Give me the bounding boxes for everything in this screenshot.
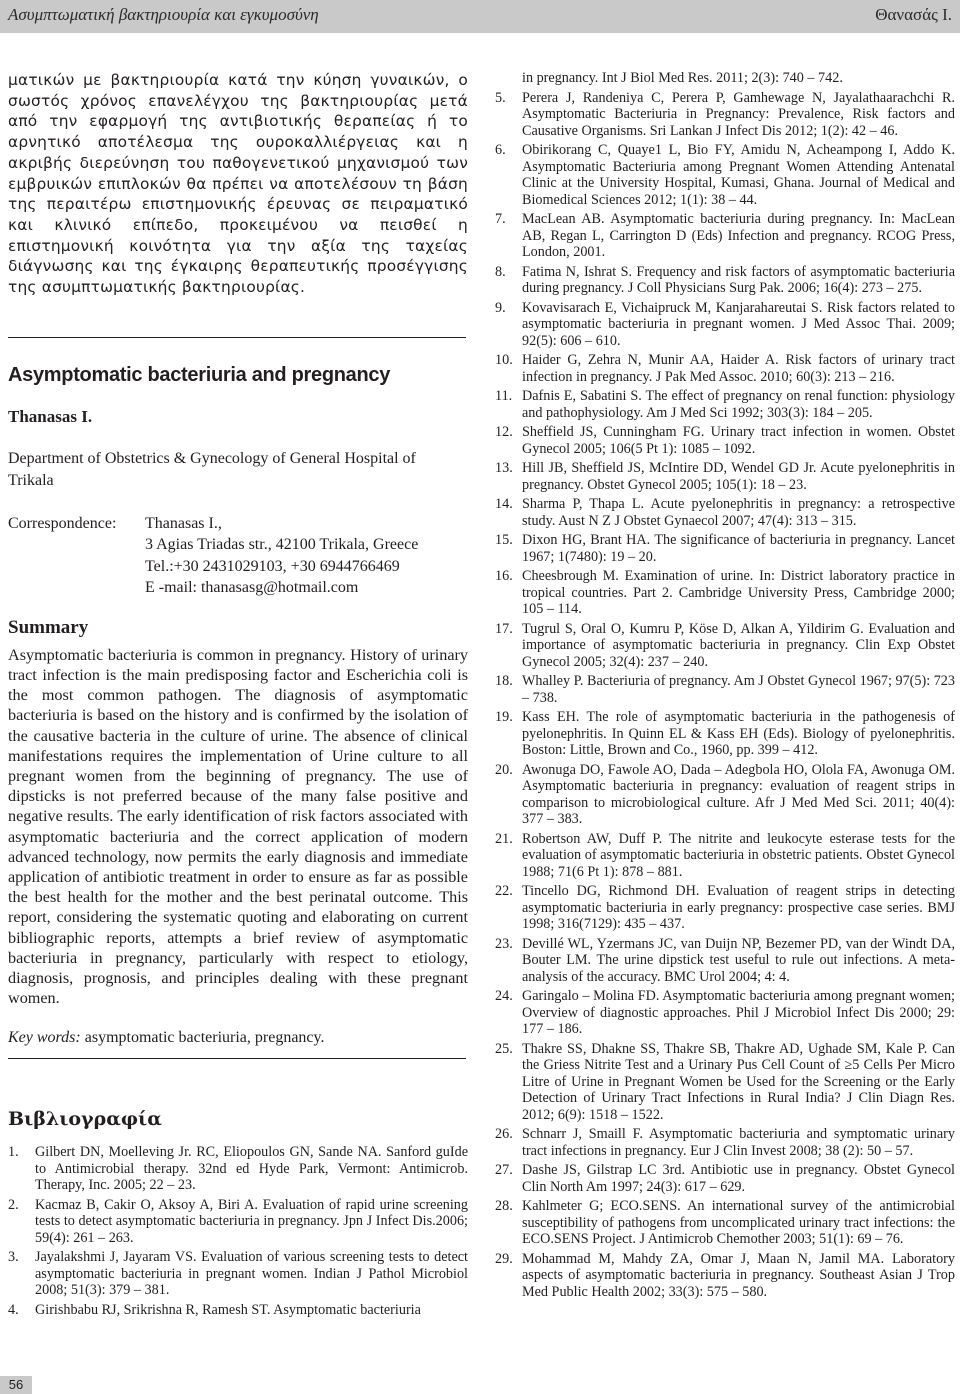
reference-number: 28. [495, 1198, 513, 1214]
reference-text: Robertson AW, Duff P. The nitrite and leukocyte esterase tests for the evaluation of asymptomatic bacteriuria in obstetric patients. Obstet Gynecol 1988; 71(6 Pt 1): 878 – 881. [522, 830, 955, 880]
correspondence-block [8, 513, 468, 599]
reference-text: Awonuga DO, Fawole AO, Dada – Adegbola HO, Olola FA, Awonuga OM. Asymptomatic bacteriuria in pregnancy: evaluation of reagent strips in comparison to microbiological culture. Afr J Med Med Sci. 2011; 40(4): 377 – 383. [522, 761, 955, 827]
reference-text: MacLean AB. Asymptomatic bacteriuria during pregnancy. In: MacLean AB, Regan L, Carrington D (Eds) Infection and pregnancy. RCOG Press, London, 2001. [522, 211, 955, 260]
references-list-left [8, 1144, 468, 1318]
reference-item [495, 673, 955, 706]
reference-item [495, 621, 955, 671]
correspondence-address: 3 Agias Triadas str., 42100 Trikala, Greece [145, 536, 419, 554]
reference-text: Kass EH. The role of asymptomatic bacteriuria in the pathogenesis of pyelonephritis. In Quinn EL & Kass EH (Eds). Biology of pyelonephritis. Boston: Little, Brown and Co., 1960, pp. 399 – 412. [522, 709, 955, 758]
reference-text: Hill JB, Sheffield JS, McIntire DD, Wendel GD Jr. Acute pyelonephritis in pregnancy. Obstet Gynecol 2005; 105(1): 18 – 23. [522, 460, 955, 493]
reference-number: 7. [495, 211, 506, 227]
reference-item [495, 1041, 955, 1124]
reference-text: Devillé WL, Yzermans JC, van Duijn NP, Bezemer PD, van der Windt DA, Bouter LM. The urine dipstick test useful to rule out infections. A meta-analysis of the accuracy. BMC Urol 2004; 4: 4. [522, 935, 955, 985]
reference-text: Kovavisarach E, Vichaipruck M, Kanjarahareutai S. Risk factors related to asymptomatic bacteriuria in pregnant women. J Med Assoc Thai. 2009; 92(5): 606 – 610. [522, 299, 955, 349]
reference-number: 14. [495, 496, 513, 512]
greek-conclusion-paragraph: ματικών με βακτηριουρία κατά την κύηση γυναικών, ο σωστός χρόνος επανελέγχου της βακτηριουρίας μετά από την εφαρμογή της αντιβιοτικής θεραπείας ή το αρνητικό αποτέλεσμα της ουροκαλλιέργειας και η ακριβής διερεύνηση του παθογενετικού μηχανισμού των εμβρυικών επιπλοκών θα πρέπει να αποτελέσουν τη βάση της περαιτέρω επιστημονικής έρευνας σε πειραματικό και κλινικό επίπεδο, προκειμένου να πεισθεί η επιστημονική κοινότητα για την αξία της ταχείας διάγνωσης και της έγκαιρης θεραπευτικής προσέγγισης της ασυμπτωματικής βακτηριουρίας. [8, 71, 468, 297]
abstract-top-divider [8, 337, 466, 338]
reference-text: Gilbert DN, Moelleving Jr. RC, Eliopoulos GN, Sande NA. Sanford guIde to Antimicrobial therapy. 32nd ed Hyde Park, Vermont: Antimicrob. Therapy, Inc. 2005; 22 – 23. [35, 1144, 468, 1194]
reference-item [495, 831, 955, 881]
reference-item [495, 1162, 955, 1195]
running-header-title: Ασυμπτωματική βακτηριουρία και εγκυμοσύνη [8, 5, 319, 24]
reference-item [495, 300, 955, 350]
references-heading: Βιβλιογραφία [8, 1108, 162, 1131]
reference-text: Dashe JS, Gilstrap LC 3rd. Antibiotic use in pregnancy. Obstet Gynecol Clin North Am 1997; 24(3): 617 – 629. [522, 1162, 955, 1195]
summary-heading: Summary [8, 616, 89, 638]
reference-number: 25. [495, 1040, 513, 1057]
reference-text: Tugrul S, Oral O, Kumru P, Köse D, Alkan A, Yildirim G. Evaluation and importance of asymptomatic bacteriuria in pregnancy. Clin Exp Obstet Gynecol 2005; 32(4): 237 – 240. [522, 620, 955, 670]
reference-item [495, 90, 955, 140]
keywords-label: Key words: [8, 1029, 81, 1047]
abstract-author: Thanasas I. [8, 406, 93, 426]
reference-text: Tincello DG, Richmond DH. Evaluation of reagent strips in detecting asymptomatic bacteriuria in early pregnancy: prospective case series. BMJ 1998; 316(7129): 435 – 437. [522, 883, 955, 932]
reference-text: Mohammad M, Mahdy ZA, Omar J, Maan N, Jamil MA. Laboratory aspects of asymptomatic bacteriuria in pregnancy. Southeast Asian J Trop Med Public Health 2002; 33(3): 575 – 580. [522, 1250, 955, 1300]
reference-item [495, 1251, 955, 1301]
reference-item [495, 142, 955, 208]
reference-number: 15. [495, 532, 513, 548]
reference-item [8, 1197, 468, 1247]
correspondence-label: Correspondence: [8, 514, 117, 532]
reference-text: Dafnis E, Sabatini S. The effect of pregnancy on renal function: physiology and pathophysiology. Am J Med Sci 1992; 303(3): 184 – 205. [522, 388, 955, 421]
reference-number: 3. [8, 1249, 19, 1266]
reference-number: 27. [495, 1162, 513, 1178]
reference-text: Thakre SS, Dhakne SS, Thakre SB, Thakre AD, Ughade SM, Kale P. Can the Griess Nitrite Test and a Urinary Pus Cell Count of ≥5 Cells Per Micro Litre of Urine in Pregnant Women be Used for the Screening or the Early Detection of Urinary Tract Infections in Rural India? J Clin Diagn Res. 2012; 6(9): 1518 – 1522. [522, 1040, 955, 1123]
reference-item [495, 264, 955, 297]
reference-text: in pregnancy. Int J Biol Med Res. 2011; 2(3): 740 – 742. [522, 70, 843, 86]
reference-number: 20. [495, 761, 513, 778]
reference-item [495, 988, 955, 1038]
correspondence-phone: Tel.:+30 2431029103, +30 6944766469 [145, 557, 400, 575]
reference-text: Whalley P. Bacteriuria of pregnancy. Am J Obstet Gynecol 1967; 97(5): 723 – 738. [522, 673, 955, 706]
reference-item [495, 211, 955, 261]
reference-item [495, 532, 955, 565]
keywords-line [8, 1028, 468, 1048]
reference-item [8, 1249, 468, 1299]
references-list-right [495, 70, 955, 1300]
keywords-text: asymptomatic bacteriuria, pregnancy. [80, 1029, 325, 1047]
reference-number: 19. [495, 709, 513, 725]
reference-text: Garingalo – Molina FD. Asymptomatic bacteriuria among pregnant women; Overview of diagnostic approaches. Phil J Microbiol Infect Dis 2000; 29: 177 – 186. [522, 988, 955, 1037]
reference-number: 29. [495, 1250, 513, 1267]
reference-number: 5. [495, 89, 506, 106]
reference-number: 6. [495, 142, 506, 158]
reference-item [495, 709, 955, 759]
correspondence-email: E -mail: thanasasg@hotmail.com [145, 579, 359, 597]
english-abstract-title: Asymptomatic bacteriuria and pregnancy [8, 363, 391, 386]
reference-text: Fatima N, Ishrat S. Frequency and risk factors of asymptomatic bacteriuria during pregnancy. J Coll Physicians Surg Pak. 2006; 16(4): 273 – 275. [522, 263, 955, 296]
abstract-department: Department of Obstetrics & Gynecology of General Hospital of Trikala [8, 449, 416, 489]
right-column [495, 70, 955, 1303]
reference-number: 1. [8, 1144, 19, 1161]
reference-item [495, 352, 955, 385]
reference-text: Girishbabu RJ, Srikrishna R, Ramesh ST. Asymptomatic bacteriuria [35, 1301, 421, 1318]
reference-item [495, 936, 955, 986]
abstract-bottom-divider [8, 1058, 466, 1059]
running-header [0, 0, 960, 33]
reference-number: 22. [495, 883, 513, 899]
reference-number: 10. [495, 352, 513, 368]
reference-text: Jayalakshmi J, Jayaram VS. Evaluation of various screening tests to detect asymptomatic bacteriuria in pregnant women. Indian J Pathol Microbiol 2008; 51(3): 379 – 381. [35, 1249, 468, 1299]
left-column [8, 70, 468, 1321]
reference-number: 8. [495, 263, 506, 280]
reference-number: 13. [495, 460, 513, 476]
reference-text: Kahlmeter G; ECO.SENS. An international survey of the antimicrobial susceptibility of pathogens from uncomplicated urinary tract infections: the ECO.SENS Project. J Antimicrob Chemother 2003; 51(1): 69 – 76. [522, 1198, 955, 1247]
reference-text: Cheesbrough M. Examination of urine. In: District laboratory practice in tropical countries. Part 2. Cambridge University Press, Cambridge 2000; 105 – 114. [522, 568, 955, 617]
reference-number: 24. [495, 988, 513, 1004]
reference-text: Haider G, Zehra N, Munir AA, Haider A. Risk factors of urinary tract infection in pregnancy. J Pak Med Assoc. 2010; 60(3): 213 – 216. [522, 352, 955, 385]
reference-number: 26. [495, 1126, 513, 1142]
reference-item [495, 460, 955, 493]
reference-item [495, 1126, 955, 1159]
reference-item [495, 496, 955, 529]
running-header-author: Θανασάς Ι. [875, 5, 952, 24]
reference-item [495, 762, 955, 828]
reference-item [495, 883, 955, 933]
reference-number: 9. [495, 299, 506, 316]
correspondence-name: Thanasas I., [145, 514, 222, 532]
reference-number: 11. [495, 388, 513, 404]
reference-item [8, 1144, 468, 1194]
reference-number: 4. [8, 1301, 19, 1318]
reference-item [495, 1198, 955, 1248]
reference-text: Obirikorang C, Quaye1 L, Bio FY, Amidu N, Acheampong I, Addo K. Asymptomatic Bacteriuria among Pregnant Women Attending Antenatal Clinic at the University Hospital, Kumasi, Ghana. Journal of Medical and Biomedical Sciences 2012; 1(1): 38 – 44. [522, 142, 955, 208]
reference-continuation [495, 70, 955, 87]
reference-number: 18. [495, 673, 513, 689]
reference-text: Perera J, Randeniya C, Perera P, Gamhewage N, Jayalathaarachchi R. Asymptomatic Bacteriuria in Pregnancy: Prevalence, Risk factors and Causative Organisms. Sri Lankan J Infect Dis 2012; 1(2): 42 – 46. [522, 89, 955, 139]
reference-item [495, 568, 955, 618]
reference-item [8, 1302, 468, 1319]
reference-text: Dixon HG, Brant HA. The significance of bacteriuria in pregnancy. Lancet 1967; 1(7480): 19 – 20. [522, 532, 955, 565]
reference-text: Sheffield JS, Cunningham FG. Urinary tract infection in women. Obstet Gynecol 2005; 106(5 Pt 1): 1085 – 1092. [522, 424, 955, 457]
reference-item [495, 424, 955, 457]
reference-text: Schnarr J, Smaill F. Asymptomatic bacteriuria and symptomatic urinary tract infections in pregnancy. Eur J Clin Invest 2008; 38 (2): 50 – 57. [522, 1126, 955, 1159]
reference-item [495, 388, 955, 421]
page-number: 56 [0, 1376, 32, 1394]
reference-number: 16. [495, 568, 513, 584]
reference-number: 17. [495, 620, 513, 637]
reference-number: 21. [495, 830, 513, 847]
reference-number: 23. [495, 935, 513, 952]
reference-text: Kacmaz B, Cakir O, Aksoy A, Biri A. Evaluation of rapid urine screening tests to detect asymptomatic bacteriuria in pregnancy. Jpn J Infect Dis.2006; 59(4): 261 – 263. [35, 1196, 468, 1246]
reference-number: 2. [8, 1196, 19, 1213]
summary-text: Asymptomatic bacteriuria is common in pregnancy. History of urinary tract infection is the main predisposing factor and Escherichia coli is the most common pathogen. The diagnosis of asymptomatic bacteriuria is based on the history and is confirmed by the isolation of the causative bacteria in the culture of urine. The absence of clinical manifestations requires the implementation of Urine culture to all pregnant women from the beginning of pregnancy. The use of dipsticks is not preferred because of the many false positive and negative results. The early identification of risk factors associated with asymptomatic bacteriuria and the correct application of modern advanced technology, now permits the early diagnosis and immediate application of antibiotic treatment in order to ensure as far as possible the best health for the mother and the best perinatal outcome. This report, considering the systematic quoting and elaborating on current bibliographic reports, attempts a brief review of asymptomatic bacteriuria in pregnancy, particularly with respect to etiology, diagnosis, prognosis, and principles dealing with these pregnant women. [8, 645, 468, 1008]
reference-text: Sharma P, Thapa L. Acute pyelonephritis in pregnancy: a retrospective study. Aust N Z J Obstet Gynaecol 2007; 47(4): 313 – 315. [522, 496, 955, 529]
reference-number: 12. [495, 424, 513, 440]
